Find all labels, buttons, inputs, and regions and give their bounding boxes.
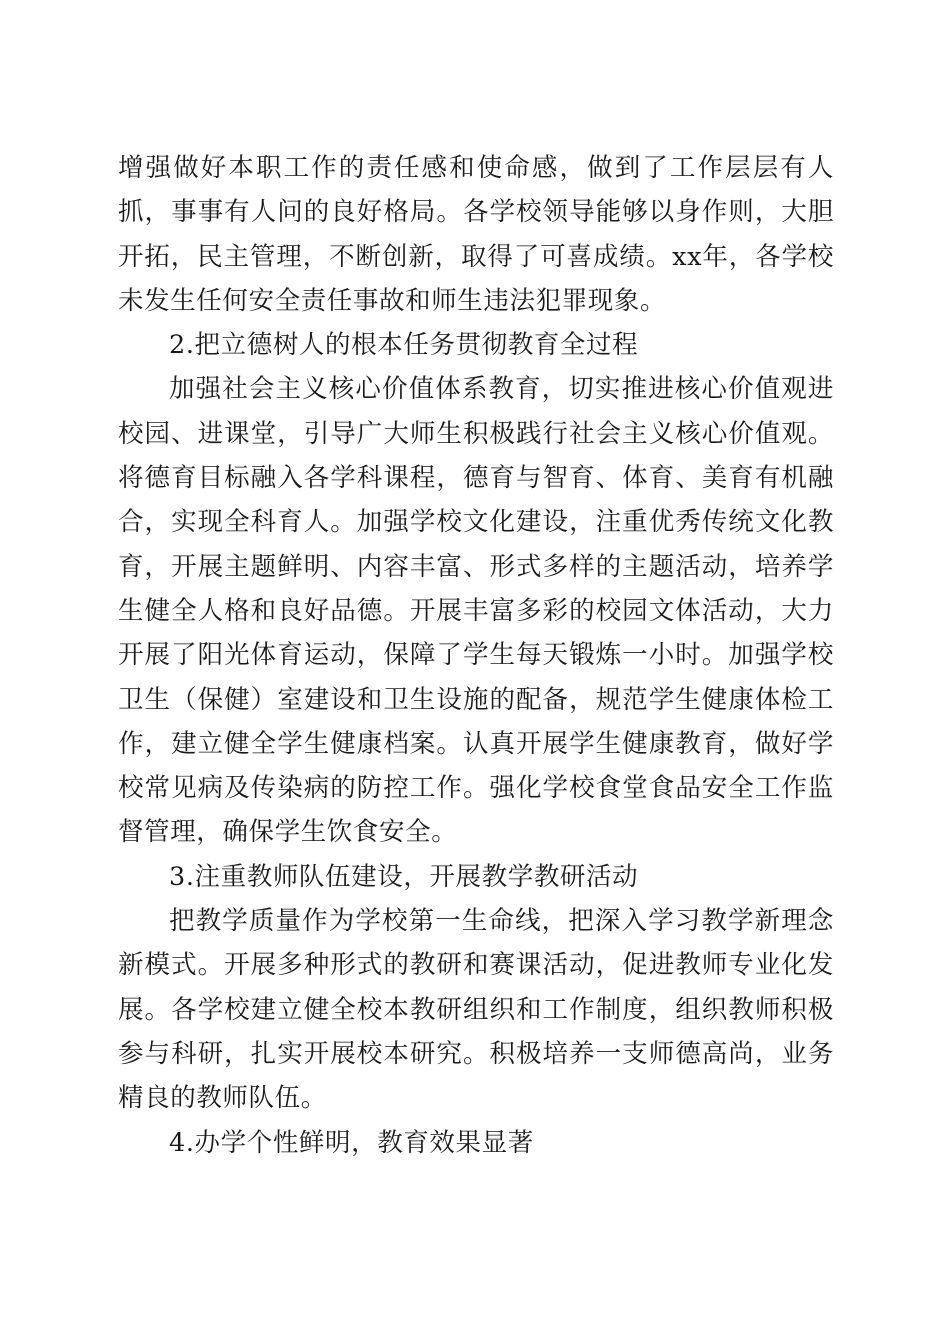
paragraph-moral-education: 加强社会主义核心价值体系教育，切实推进核心价值观进校园、进课堂，引导广大师生积极践行社会主义核心价值观。将德育目标融入各学科课程，德育与智育、体育、美育有机融合，实现全科育人。加强学校文化建设，注重优秀传统文化教育，开展主题鲜明、内容丰富、形式多样的主题活动，培养学生健全人格和良好品德。开展丰富多彩的校园文体活动，大力开展了阳光体育运动，保障了学生每天锻炼一小时。加强学校卫生（保健）室建设和卫生设施的配备，规范学生健康体检工作，建立健全学生健康档案。认真开展学生健康教育，做好学校常见病及传染病的防控工作。强化学校食堂食品安全工作监督管理，确保学生饮食安全。 <box>118 374 834 848</box>
section-heading-4: 4.办学个性鲜明，教育效果显著 <box>169 1127 534 1158</box>
section-heading-2: 2.把立德树人的根本任务贯彻教育全过程 <box>169 330 639 361</box>
document-page <box>118 146 834 1165</box>
section-heading-3: 3.注重教师队伍建设，开展教学教研活动 <box>169 861 639 892</box>
paragraph-continuation: 增强做好本职工作的责任感和使命感，做到了工作层层有人抓，事事有人问的良好格局。各学校领导能够以身作则，大胆开拓，民主管理，不断创新，取得了可喜成绩。xx年，各学校未发生任何安全责任事故和师生违法犯罪现象。 <box>118 153 834 316</box>
paragraph-teacher-team: 把教学质量作为学校第一生命线，把深入学习教学新理念新模式。开展多种形式的教研和赛课活动，促进教师专业化发展。各学校建立健全校本教研组织和工作制度，组织教师积极参与科研，扎实开展校本研究。积极培养一支师德高尚，业务精良的教师队伍。 <box>118 906 834 1114</box>
